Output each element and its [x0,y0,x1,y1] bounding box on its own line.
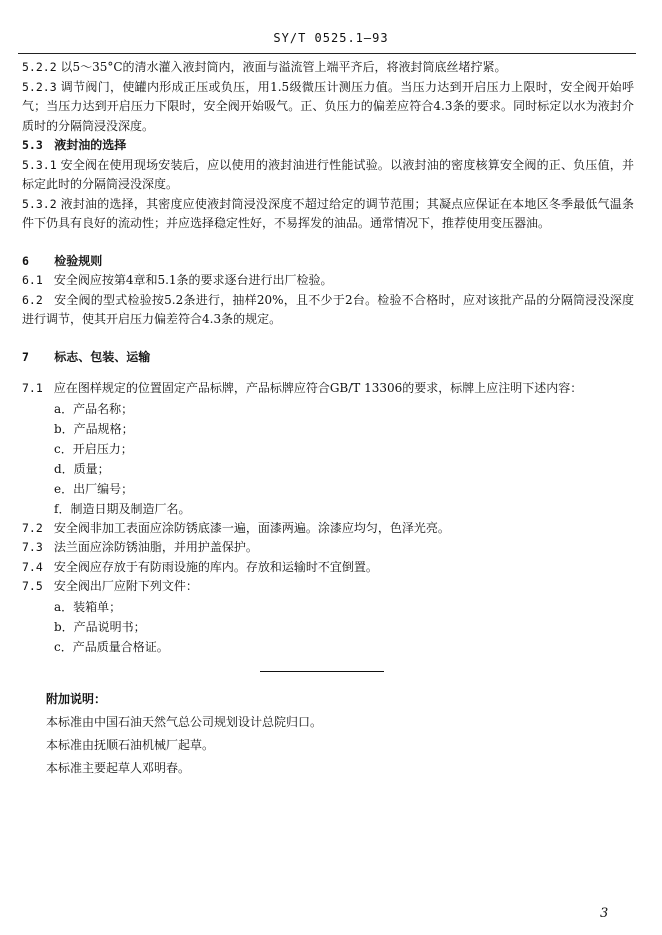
clause-number: 5.3.2 [22,196,57,211]
clause-5-3-2 [22,195,634,234]
document-body [22,58,634,780]
appendix-line: 本标准由抚顺石油机械厂起草。 [46,737,215,752]
list-item: a．装箱单； [54,599,122,614]
list-item: a．产品名称； [54,401,134,416]
list-item: c．开启压力； [54,441,133,456]
clause-number: 6.1 [22,273,43,287]
list-item: e．出厂编号； [54,481,134,496]
end-divider [260,671,384,672]
clause-text: 应在图样规定的位置固定产品标牌，产品标牌应符合GB/T 13306的要求，标牌上应注明下述内容： [53,381,583,395]
clause-number: 5.2.3 [22,79,57,94]
clause-number: 5.3.1 [22,157,57,172]
clause-5-2-2 [22,58,634,78]
clause-7-2 [22,519,634,539]
clause-number: 7.3 [22,540,43,554]
clause-text: 调节阀门，使罐内形成正压或负压，用1.5级微压计测压力值。当压力达到开启压力上限时，安全阀开始呼气；当压力达到开启压力下限时，安全阀开始吸气。正、负压力的偏差应符合4.3条的要求。同时标定以水为液封介质时的分隔筒浸没深度。 [22,79,634,133]
heading-text: 检验规则 [54,253,103,268]
list-item: b．产品说明书； [54,619,146,634]
clause-text: 安全阀应存放于有防雨设施的库内。存放和运输时不宜倒置。 [53,559,378,574]
clause-7-4 [22,558,634,578]
heading-text: 标志、包装、运输 [54,349,151,364]
page-number: 3 [600,906,609,921]
clause-text: 法兰面应涂防锈油脂，并用护盖保护。 [53,540,258,554]
appendix-line: 本标准主要起草人邓明春。 [46,760,191,775]
list-item: f．制造日期及制造厂名。 [54,501,191,516]
heading-number: 5.3 [22,138,43,152]
clause-text: 安全阀非加工表面应涂防锈底漆一遍，面漆两遍。涂漆应均匀，色泽光亮。 [53,520,450,535]
clause-7-3 [22,538,634,558]
clause-6-2 [22,291,634,330]
header-rule [18,53,636,54]
heading-5-3 [22,136,634,156]
clause-7-5 [22,577,634,597]
heading-text: 液封油的选择 [54,138,127,152]
appendix-title: 附加说明： [46,691,107,706]
clause-number: 6.2 [22,292,43,307]
clause-7-1 [22,379,634,399]
clause-number: 7.5 [22,579,43,593]
clause-5-2-3 [22,78,634,137]
list-item: d．质量； [54,461,110,476]
list-item: b．产品规格； [54,421,134,436]
clause-text: 安全阀在使用现场安装后，应以使用的液封油进行性能试验。以液封油的密度核算安全阀的正、负压值，并标定此时的分隔筒浸没深度。 [22,157,634,191]
heading-number: 6 [22,253,29,268]
clause-text: 安全阀出厂应附下列文件： [53,579,198,593]
clause-5-3-1 [22,156,634,195]
clause-text: 以5～35°C的清水灌入液封筒内，液面与溢流管上端平齐后，将液封筒底丝堵拧紧。 [60,60,507,74]
document-code: SY/T 0525.1—93 [273,31,389,45]
list-item: c．产品质量合格证。 [54,639,169,654]
heading-number: 7 [22,349,29,364]
heading-6 [22,252,634,272]
clause-6-1 [22,271,634,291]
appendix-line: 本标准由中国石油天然气总公司规划设计总院归口。 [46,714,323,729]
clause-text: 液封油的选择，其密度应使液封筒浸没深度不超过给定的调节范围；其凝点应保证在本地区冬季最低气温条件下仍具有良好的流动性；并应选择稳定性好，不易挥发的油品。通常情况下，推荐使用变压器油。 [22,196,634,230]
clause-text: 安全阀的型式检验按5.2条进行，抽样20%，且不少于2台。检验不合格时，应对该批产品的分隔筒浸没深度进行调节，使其开启压力偏差符合4.3条的规定。 [22,292,634,326]
clause-number: 7.4 [22,559,43,574]
clause-number: 7.1 [22,381,43,395]
heading-7 [22,348,634,368]
clause-text: 安全阀应按第4章和5.1条的要求逐台进行出厂检验。 [53,273,333,287]
clause-number: 7.2 [22,520,43,535]
clause-number: 5.2.2 [22,60,57,74]
